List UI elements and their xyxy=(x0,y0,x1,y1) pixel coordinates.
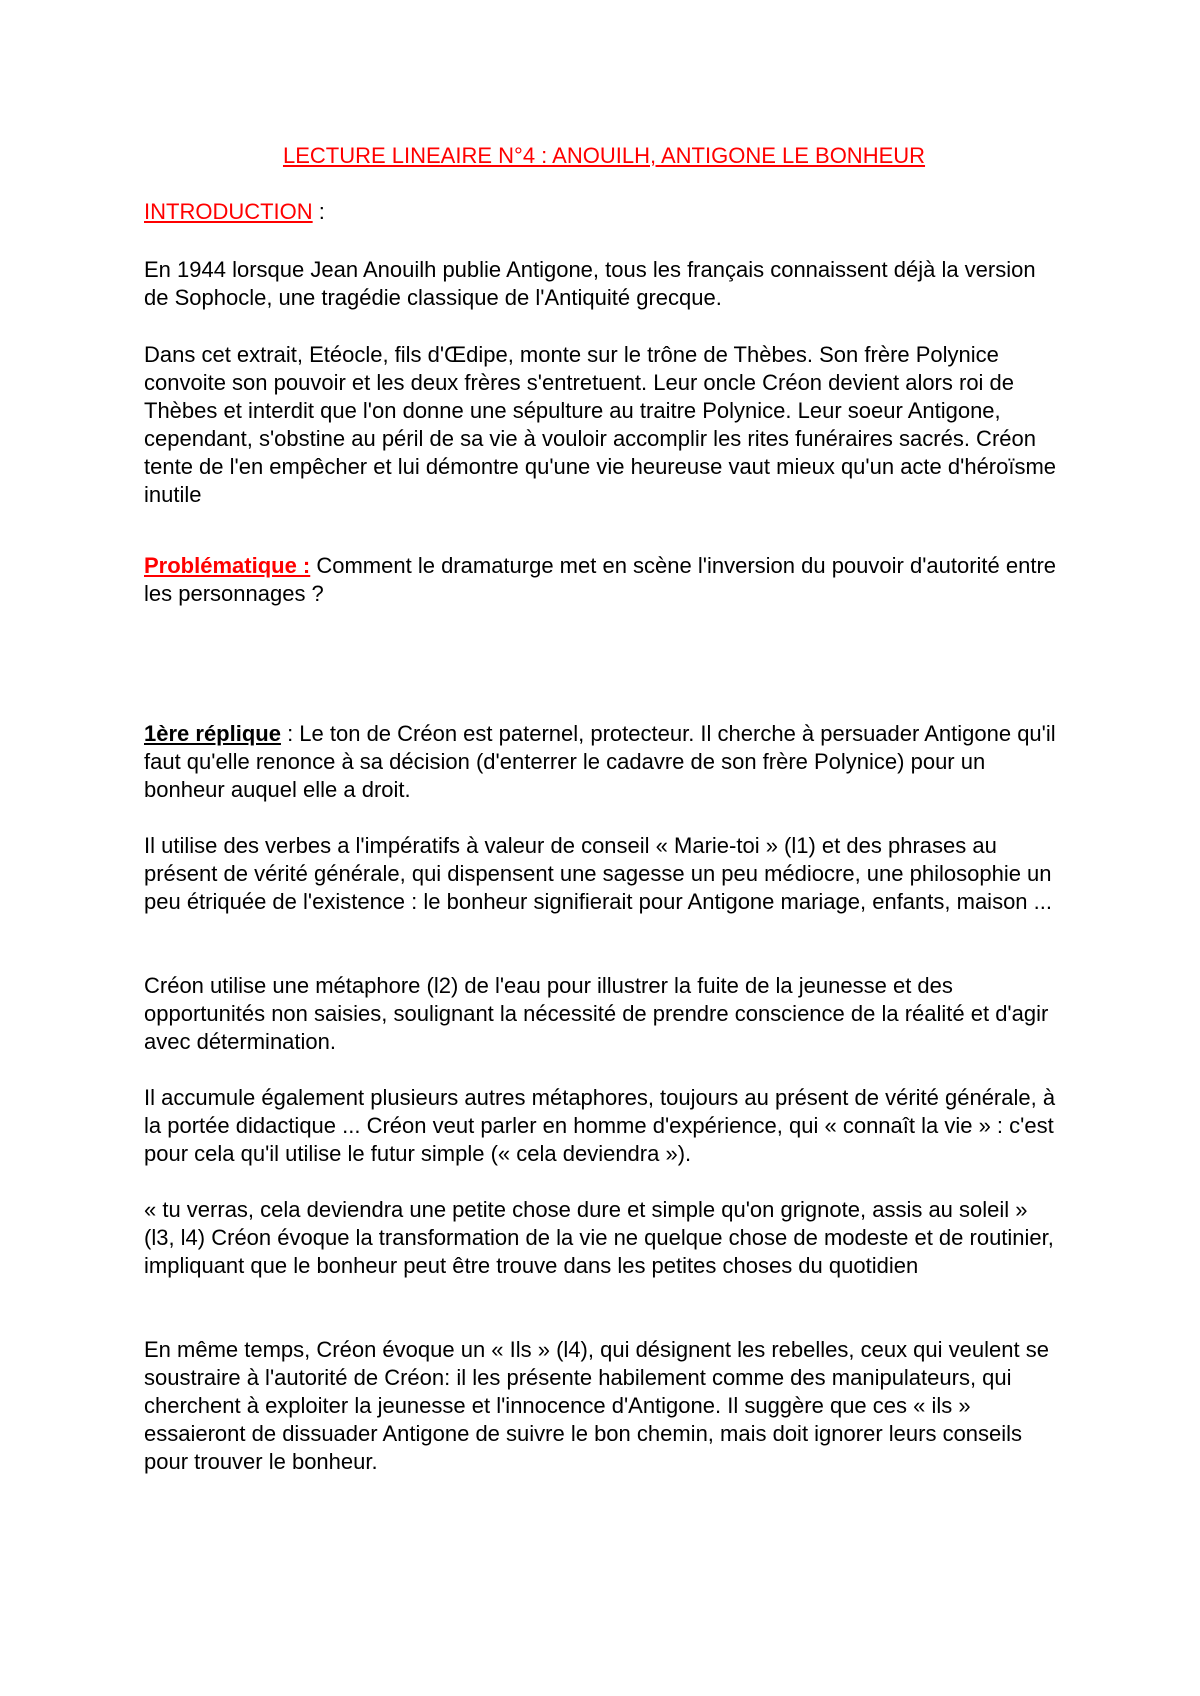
introduction-heading: INTRODUCTION xyxy=(144,199,313,224)
section1-paragraph-1: Il utilise des verbes a l'impératifs à valeur de conseil « Marie-toi » (l1) et des phrases au présent de vérité générale, qui dispensent une sagesse un peu médiocre, une philosophie un peu étriquée de l'existence : le bonheur signifierait pour Antigone mariage, enfants, maison ... xyxy=(144,833,1052,914)
section1-paragraph-5: En même temps, Créon évoque un « Ils » (l4), qui désignent les rebelles, ceux qui veulent se soustraire à l'autorité de Créon: il les présente habilement comme des manipulateurs, qui cherchent à exploiter la jeunesse et l'innocence d'Antigone. Il suggère que ces « ils » essaieront de dissuader Antigone de suivre le bon chemin, mais doit ignorer leurs conseils pour trouver le bonheur. xyxy=(144,1337,1049,1474)
problematique-paragraph xyxy=(144,552,1064,608)
section1-paragraph-4: « tu verras, cela deviendra une petite chose dure et simple qu'on grignote, assis au soleil » (l3, l4) Créon évoque la transformation de la vie ne quelque chose de modeste et de routinier, impliquant que le bonheur peut être trouve dans les petites choses du quotidien xyxy=(144,1197,1054,1278)
section1-paragraph-2: Créon utilise une métaphore (l2) de l'eau pour illustrer la fuite de la jeunesse et des opportunités non saisies, soulignant la nécessité de prendre conscience de la réalité et d'agir avec détermination. xyxy=(144,973,1049,1054)
section1-intro-text: : Le ton de Créon est paternel, protecteur. Il cherche à persuader Antigone qu'il faut qu'elle renonce à sa décision (d'enterrer le cadavre de son frère Polynice) pour un bonheur auquel elle a droit. xyxy=(144,721,1056,802)
problematique-text: Comment le dramaturge met en scène l'inversion du pouvoir d'autorité entre les personnages ? xyxy=(144,553,1057,606)
introduction-heading-suffix: : xyxy=(312,199,325,224)
section1-paragraph-3: Il accumule également plusieurs autres métaphores, toujours au présent de vérité générale, à la portée didactique ... Créon veut parler en homme d'expérience, qui « connaît la vie » : c'est pour cela qu'il utilise le futur simple (« cela deviendra »). xyxy=(144,1085,1056,1166)
introduction-heading-line xyxy=(144,198,1064,226)
section1-label: 1ère réplique xyxy=(144,721,281,746)
introduction-paragraph-2: Dans cet extrait, Etéocle, fils d'Œdipe, monte sur le trône de Thèbes. Son frère Polynice convoite son pouvoir et les deux frères s'entretuent. Leur oncle Créon devient alors roi de Thèbes et interdit que l'on donne une sépulture au traitre Polynice. Leur soeur Antigone, cependant, s'obstine au péril de sa vie à vouloir accomplir les rites funéraires sacrés. Créon tente de l'en empêcher et lui démontre qu'une vie heureuse vaut mieux qu'un acte d'héroïsme inutile xyxy=(144,342,1057,507)
document-title: LECTURE LINEAIRE N°4 : ANOUILH, ANTIGONE LE BONHEUR xyxy=(282,143,926,168)
introduction-paragraph-1: En 1944 lorsque Jean Anouilh publie Antigone, tous les français connaissent déjà la version de Sophocle, une tragédie classique de l'Antiquité grecque. xyxy=(144,257,1036,310)
problematique-label: Problématique : xyxy=(144,553,311,578)
section1-intro-paragraph xyxy=(144,720,1064,804)
